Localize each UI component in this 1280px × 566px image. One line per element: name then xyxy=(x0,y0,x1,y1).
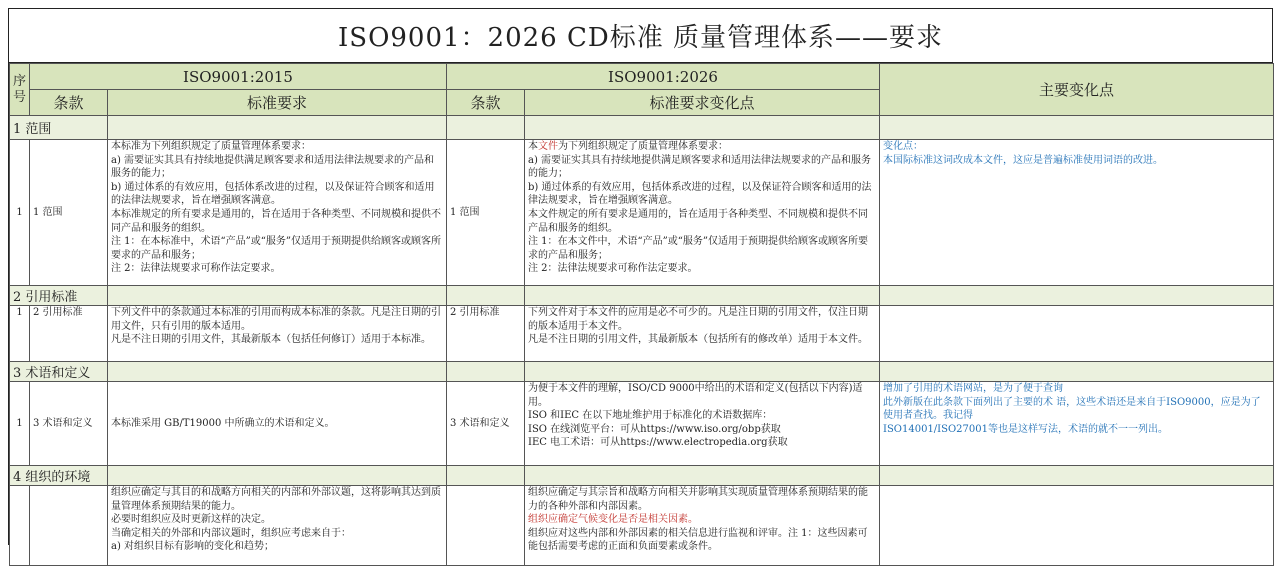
clause-2015: 2 引用标准 xyxy=(30,306,108,362)
spreadsheet xyxy=(8,8,1273,553)
document-title: ISO9001：2026 CD标准 质量管理体系——要求 xyxy=(9,9,1273,63)
row-seq: 1 xyxy=(10,140,30,286)
header-req-2026: 标准要求变化点 xyxy=(525,90,880,116)
requirement-2015: 下列文件中的条款通过本标准的引用而构成本标准的条款。凡是注日期的引用文件，只有引用的版本适用。 凡是不注日期的引用文件，其最新版本（包括任何修订）适用于本标准。 xyxy=(111,307,441,346)
section-context-of-organization: 4 组织的环境 xyxy=(10,466,108,486)
requirement-2026: 下列文件对于本文件的应用是必不可少的。凡是注日期的引用文件，仅注日期的版本适用于本文件。 凡是不注日期的引用文件，其最新版本（包括所有的修改单）适用于本文件。 xyxy=(528,307,868,346)
header-seq: 序号 xyxy=(10,64,30,116)
requirement-2015: 组织应确定与其目的和战略方向相关的内部和外部议题，这将影响其达到质量管理体系预期结果的能力。 必要时组织应及时更新这样的决定。 当确定相关的外部和内部议题时，组织应考虑来自于： a) 对组织目标有影响的变化和趋势； xyxy=(111,487,441,553)
header-req-2015: 标准要求 xyxy=(108,90,447,116)
clause-2026: 3 术语和定义 xyxy=(447,382,525,466)
requirement-2015: 本标准为下列组织规定了质量管理体系要求： a) 需要证实其具有持续地提供满足顾客要求和适用法律法规要求的产品和服务的能力； b) 通过体系的有效应用，包括体系改进的过程，以及保证符合顾客和适用的法律法规要求，旨在增强顾客满意。 本标准规定的所有要求是通用的，旨在适用于各种类型、不同规模和提供不同产品和服务的组织。 注 1：在本标准中，术语“产品”或“服务”仅适用于预期提供给顾客或顾客所要求的产品和服务； 注 2：法律法规要求可称作法定要求。 xyxy=(111,141,441,275)
requirement-2026: 本文件为下列组织规定了质量管理体系要求： a) 需要证实其具有持续地提供满足顾客要求和适用法律法规要求的产品和服务的能力； b) 通过体系的有效应用，包括体系改进的过程，以及保证符合顾客和适用的法律法规要求，旨在增强顾客满意。 本文件规定的所有要求是通用的，旨在适用于各种类型、不同规模和提供不同产品和服务的组织。 注 1：在本文件中，术语“产品”或“服务”仅适用于预期提供给顾客或顾客所要求的产品和服务； 注 2：法律法规要求可称作法定要求。 xyxy=(528,141,872,275)
requirement-2026: 组织应确定与其宗旨和战略方向相关并影响其实现质量管理体系预期结果的能力的各种外部和内部因素。 组织应确定气候变化是否是相关因素。 组织应对这些内部和外部因素的相关信息进行监视和评审。注 1：这些因素可能包括需要考虑的正面和负面要素或条件。 xyxy=(528,487,868,553)
requirement-2015: 本标准采用 GB/T19000 中所确立的术语和定义。 xyxy=(111,417,335,429)
header-main-changes: 主要变化点 xyxy=(880,64,1274,116)
change-note: 变化点： 本国际标准这词改成本文件，这应是普遍标准使用词语的改进。 xyxy=(883,141,1163,166)
section-normative-references: 2 引用标准 xyxy=(10,286,108,306)
header-iso2015: ISO9001:2015 xyxy=(30,64,447,90)
header-clause-2026: 条款 xyxy=(447,90,525,116)
clause-2026 xyxy=(447,486,525,566)
row-seq: 1 xyxy=(10,382,30,466)
comparison-table xyxy=(9,63,1274,566)
row-seq: 1 xyxy=(10,306,30,362)
table-row xyxy=(10,306,1274,362)
row-seq xyxy=(10,486,30,566)
header-iso2026: ISO9001:2026 xyxy=(447,64,880,90)
table-row xyxy=(10,486,1274,566)
requirement-2026: 为便于本文件的理解，ISO/CD 9000中给出的术语和定义(包括以下内容)适用。 ISO 和IEC 在以下地址维护用于标准化的术语数据库： ISO 在线浏览平台：可从https://www.iso.org/obp获取 IEC 电工术语：可从https://www.electropedia.org获取 xyxy=(528,383,863,449)
clause-2015: 1 范围 xyxy=(30,140,108,286)
table-row xyxy=(10,140,1274,286)
clause-2015 xyxy=(30,486,108,566)
clause-2015: 3 术语和定义 xyxy=(30,382,108,466)
change-note: 增加了引用的术语网站，是为了便于查询 此外新版在此条款下面列出了主要的术 语，这些术语还是来自于ISO9000，应是为了使用者查找。我记得 ISO14001/ISO27001等也是这样写法，术语的就不一一列出。 xyxy=(883,383,1261,435)
header-clause-2015: 条款 xyxy=(30,90,108,116)
table-row xyxy=(10,382,1274,466)
clause-2026: 1 范围 xyxy=(447,140,525,286)
changed-word: 文件 xyxy=(538,141,558,152)
clause-2026: 2 引用标准 xyxy=(447,306,525,362)
changed-sentence: 组织应确定气候变化是否是相关因素。 xyxy=(528,514,698,526)
section-terms-definitions: 3 术语和定义 xyxy=(10,362,108,382)
section-scope: 1 范围 xyxy=(10,116,108,140)
